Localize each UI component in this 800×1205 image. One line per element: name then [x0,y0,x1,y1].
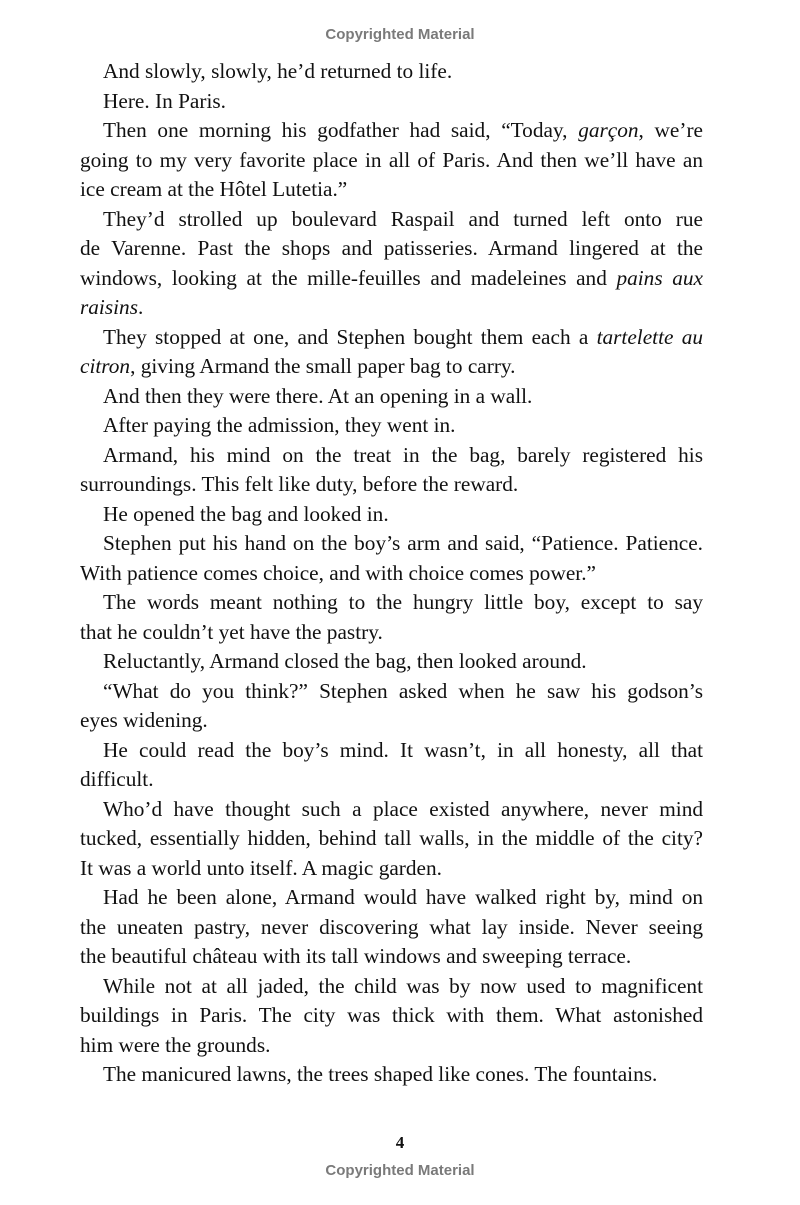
text-line [80,972,703,1002]
text-run: that he couldn’t yet have the pastry. [80,619,383,644]
copyright-watermark-top: Copyrighted Material [325,26,475,43]
text-run: , giving Armand the small paper bag to carry. [130,354,516,378]
text-line [80,942,703,972]
text-line [80,264,703,294]
text-run: Then one morning his godfather had said, “Today, [103,118,579,142]
text-line [80,736,703,766]
italic-text: garçon [578,118,639,142]
text-line [80,470,703,500]
text-run: With patience comes choice, and with choice comes power.” [80,560,596,585]
text-run: After paying the admission, they went in. [103,413,456,437]
text-run: buildings in Paris. The city was thick with them. What astonished [80,1003,703,1027]
page-number: 4 [395,1133,405,1152]
text-line [80,146,703,176]
text-run: Here. In Paris. [103,88,227,113]
text-line [80,175,703,205]
text-line [80,234,703,264]
italic-text: raisins [80,295,138,319]
text-line [80,618,703,648]
italic-text: tartelette au [596,324,703,349]
text-line [80,382,703,412]
text-line [80,795,703,825]
text-line [80,116,703,146]
text-line [80,87,703,117]
text-run: And slowly, slowly, he’d returned to life. [103,59,453,83]
text-run: He opened the bag and looked in. [103,501,389,526]
text-line [80,588,703,618]
text-line [80,706,703,736]
text-run: Reluctantly, Armand closed the bag, then looked around. [103,649,587,673]
text-run: going to my very favorite place in all of Paris. And then we’ll have an [80,147,703,172]
text-line [80,854,703,884]
text-line [80,293,703,323]
text-run: The words meant nothing to the hungry little boy, except to say [103,590,703,614]
text-run: While not at all jaded, the child was by now used to magnificent [103,973,703,998]
text-line [80,500,703,530]
text-line [80,765,703,795]
text-run: the beautiful château with its tall windows and sweeping terrace. [80,944,632,968]
italic-text: citron [80,354,131,378]
text-line [80,883,703,913]
text-line [80,529,703,559]
text-line [80,647,703,677]
copyright-watermark-bottom: Copyrighted Material [325,1162,475,1179]
text-run: The manicured lawns, the trees shaped like cones. The fountains. [103,1062,658,1086]
text-run: Stephen put his hand on the boy’s arm and said, “Patience. Patience. [103,531,703,555]
text-run: ice cream at the Hôtel Lutetia.” [80,177,348,201]
text-line [80,57,703,87]
text-line [80,352,703,382]
text-run: Had he been alone, Armand would have walked right by, mind on [103,885,703,909]
text-run: , we’re [638,118,703,142]
text-run: eyes widening. [80,708,208,732]
text-run: . [138,295,144,319]
text-line [80,559,703,589]
text-run: de Varenne. Past the shops and patisseries. Armand lingered at the [80,236,703,260]
text-line [80,1060,703,1090]
text-run: him were the grounds. [80,1032,271,1057]
text-line [80,824,703,854]
text-run: tucked, essentially hidden, behind tall walls, in the middle of the city? [80,826,703,850]
text-run: windows, looking at the mille-feuilles and madeleines and [80,265,617,290]
text-run: And then they were there. At an opening in a wall. [103,383,533,408]
text-run: They stopped at one, and Stephen bought them each a [103,324,597,349]
text-run: It was a world unto itself. A magic garden. [80,855,442,880]
text-line [80,913,703,943]
text-run: Armand, his mind on the treat in the bag, barely registered his [103,442,703,467]
text-run: He could read the boy’s mind. It wasn’t, in all honesty, all that [103,737,703,762]
text-line [80,1001,703,1031]
text-line [80,205,703,235]
italic-text: pains aux [616,265,703,290]
text-run: Who’d have thought such a place existed anywhere, never mind [103,796,703,821]
text-line [80,441,703,471]
page-body-text [80,57,703,1090]
text-line [80,1031,703,1061]
text-run: They’d strolled up boulevard Raspail and turned left onto rue [103,206,703,231]
text-run: the uneaten pastry, never discovering what lay inside. Never seeing [80,914,703,939]
text-line [80,677,703,707]
text-line [80,411,703,441]
text-line [80,323,703,353]
text-run: difficult. [80,767,154,791]
text-run: surroundings. This felt like duty, before the reward. [80,472,519,496]
text-run: “What do you think?” Stephen asked when he saw his godson’s [103,678,703,703]
